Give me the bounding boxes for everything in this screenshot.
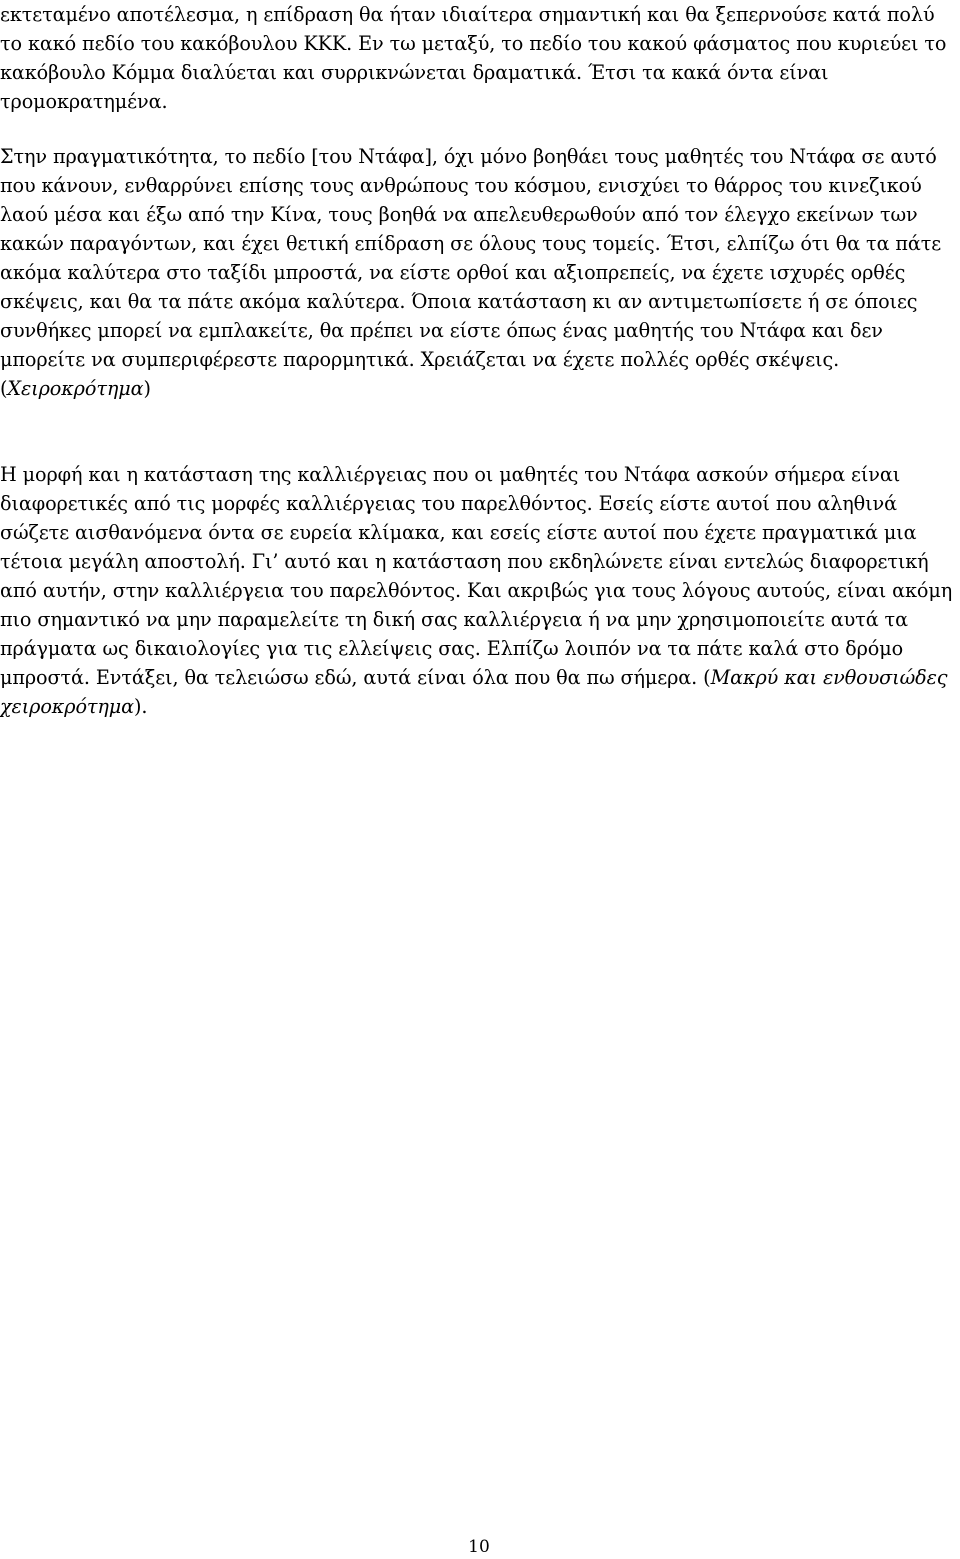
paragraph-3-applause-note: Μακρύ και ενθουσιώδες χειροκρότημα bbox=[0, 666, 948, 718]
paragraph-3-text: Η μορφή και η κατάσταση της καλλιέργειας που οι μαθητές του Ντάφα ασκούν σήμερα είναι διαφορετικές από τις μορφές καλλιέργειας του παρελθόντος. Εσείς είστε αυτοί που αληθινά σώζετε αισθανόμενα όντα σε ευρεία κλίμακα, και εσείς είστε αυτοί που έχετε πραγματικά μια τέτοια μεγάλη αποστολή. Γι’ αυτό και η κατάσταση που εκδηλώνετε είναι εντελώς διαφορετική από αυτήν, στην καλλιέργεια του παρελθόντος. Και ακριβώς για τους λόγους αυτούς, είναι ακόμη πιο σημαντικό να μην παραμελείτε τη δική σας καλλιέργεια ή να μην χρησιμοποιείτε αυτά τα πράγματα ως δικαιολογίες για τις ελλείψεις σας. Ελπίζω λοιπόν να τα πάτε καλά στο δρόμο μπροστά. Εντάξει, θα τελειώσω εδώ, αυτά είναι όλα που θα πω σήμερα. ( bbox=[0, 463, 953, 689]
paragraph-2-text: Στην πραγματικότητα, το πεδίο [του Ντάφα], όχι μόνο βοηθάει τους μαθητές του Ντάφα σε αυτό που κάνουν, ενθαρρύνει επίσης τους ανθρώπους του κόσμου, ενισχύει το θάρρος του κινεζικού λαού μέσα και έξω από την Κίνα, τους βοηθά να απελευθερωθούν από τον έλεγχο εκείνων των κακών παραγόντων, και έχει θετική επίδραση σε όλους τους τομείς. Έτσι, ελπίζω ότι θα τα πάτε ακόμα καλύτερα στο ταξίδι μπροστά, να είστε ορθοί και αξιοπρεπείς, να έχετε ισχυρές ορθές σκέψεις, και θα τα πάτε ακόμα καλύτερα. Όποια κατάσταση κι αν αντιμετωπίσετε ή σε όποιες συνθήκες μπορεί να εμπλακείτε, θα πρέπει να είστε όπως ένας μαθητής του Ντάφα και δεν μπορείτε να συμπεριφέρεστε παρορμητικά. Χρειάζεται να έχετε πολλές ορθές σκέψεις. ( bbox=[0, 145, 942, 400]
paragraph-1-text: εκτεταμένο αποτέλεσμα, η επίδραση θα ήταν ιδιαίτερα σημαντική και θα ξεπερνούσε κατά πολύ το κακό πεδίο του κακόβουλου ΚΚΚ. Εν τω μεταξύ, το πεδίο του κακού φάσματος που κυριεύει το κακόβουλο Κόμμα διαλύεται και συρρικνώνεται δραματικά. Έτσι τα κακά όντα είναι τρομοκρατημένα. bbox=[0, 3, 947, 113]
paragraph-3-closing: ). bbox=[134, 695, 148, 718]
paragraph-1 bbox=[0, 0, 958, 116]
paragraph-2 bbox=[0, 142, 958, 403]
paragraph-3 bbox=[0, 460, 958, 721]
paragraph-2-closing: ) bbox=[143, 377, 151, 400]
page-number: 10 bbox=[468, 1537, 490, 1557]
paragraph-2-applause-note: Χειροκρότημα bbox=[7, 377, 144, 400]
